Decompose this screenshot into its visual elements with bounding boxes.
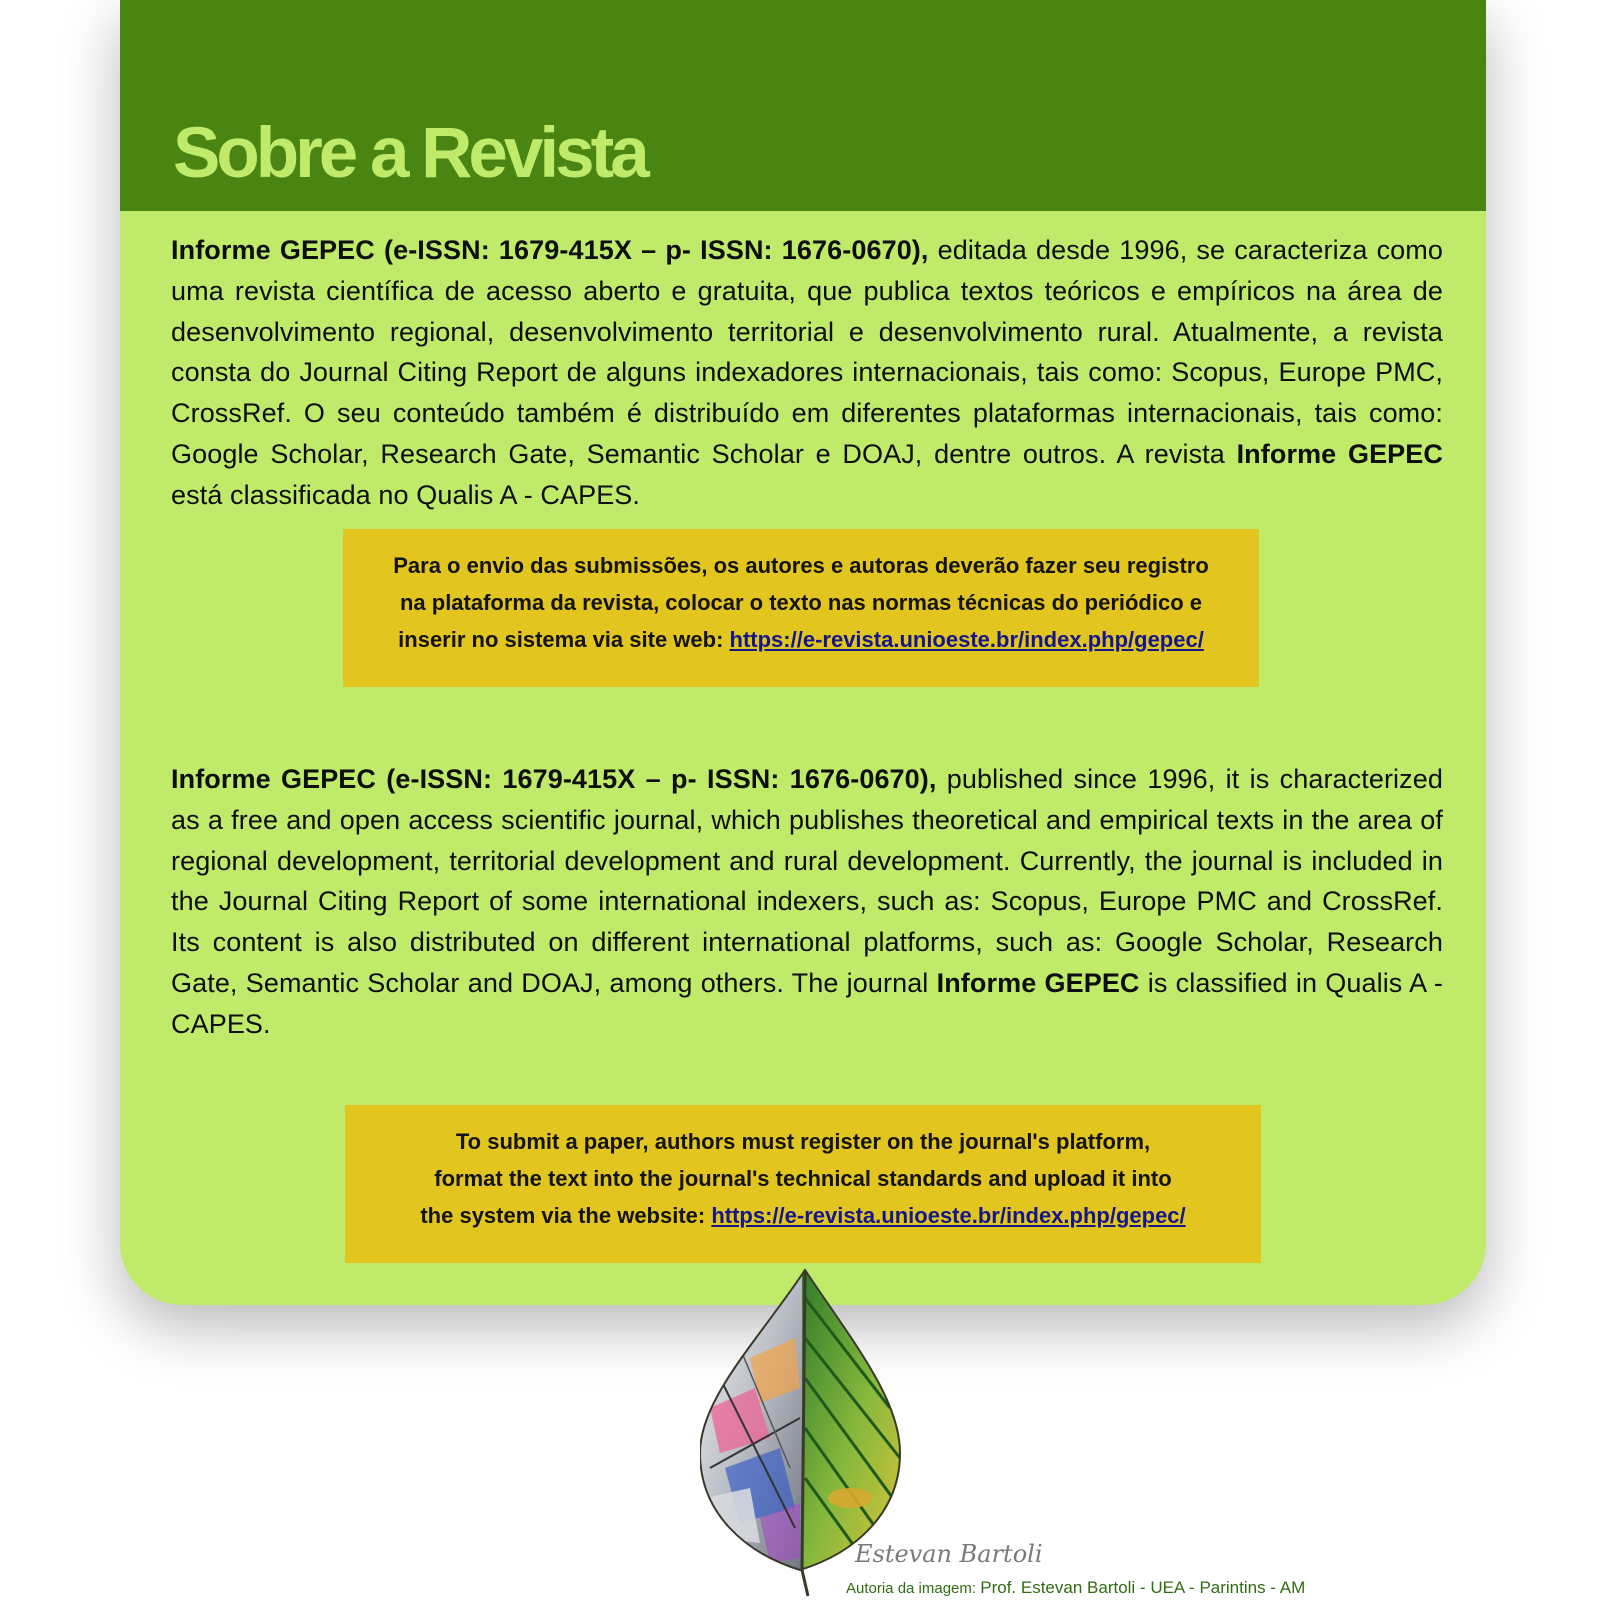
en-note-line-2: format the text into the journal's technical standards and upload it into: [434, 1166, 1172, 1191]
page-title: Sobre a Revista: [173, 114, 646, 193]
image-credit: [846, 1578, 1305, 1598]
pt-body-part-1: editada desde 1996, se caracteriza como uma revista científica de acesso aberto e gratuita, que publica textos teóricos e empíricos na área de desenvolvimento regional, desenvolvimento territorial e desenvolvimento rural. Atualmente, a revista consta do Journal Citing Report de alguns indexadores internacionais, tais como: Scopus, Europe PMC, CrossRef. O seu conteúdo também é distribuído em diferentes plataformas internacionais, tais como: Google Scholar, Research Gate, Semantic Scholar e DOAJ, dentre outros. A revista: [171, 235, 1443, 469]
en-note-line-1: To submit a paper, authors must register on the journal's platform,: [455, 1129, 1151, 1154]
en-body-part-1: published since 1996, it is characterized as a free and open access scientific journal, which publishes theoretical and empirical texts in the area of regional development, territorial development and rural development. Currently, the journal is included in the Journal Citing Report of some international indexers, such as: Scopus, Europe PMC and CrossRef. Its content is also distributed on different international platforms, such as: Google Scholar, Research Gate, Semantic Scholar and DOAJ, among others. The journal: [171, 764, 1443, 998]
pt-note-line-3: [343, 621, 1259, 658]
en-submission-link[interactable]: https://e-revista.unioeste.br/index.php/gepec/: [711, 1203, 1186, 1228]
pt-note-line-1: Para o envio das submissões, os autores e autoras deverão fazer seu registro: [393, 553, 1209, 578]
pt-note-line-3-prefix: inserir no sistema via site web:: [398, 627, 730, 652]
pt-body-part-2: está classificada no Qualis A - CAPES.: [171, 479, 641, 510]
credit-label: Autoria da imagem:: [846, 1580, 977, 1597]
artist-signature: Estevan Bartoli: [855, 1540, 1043, 1568]
pt-submission-link[interactable]: https://e-revista.unioeste.br/index.php/gepec/: [729, 627, 1204, 652]
credit-author: Prof. Estevan Bartoli - UEA - Parintins - AM: [980, 1578, 1306, 1597]
portuguese-description: [171, 230, 1443, 516]
en-note-line-3: [345, 1197, 1261, 1234]
en-submission-note: [345, 1105, 1261, 1263]
pt-note-line-2: na plataforma da revista, colocar o texto nas normas técnicas do periódico e: [399, 590, 1203, 615]
pt-submission-note: [343, 529, 1259, 687]
english-description: [171, 759, 1443, 1045]
pt-journal-issn: Informe GEPEC (e-ISSN: 1679-415X – p- ISSN: 1676-0670),: [171, 235, 929, 265]
en-body-part-2: is classified in Qualis A - CAPES.: [171, 967, 1444, 1039]
en-journal-name: Informe GEPEC: [936, 967, 1140, 998]
header-band: [120, 0, 1486, 211]
about-card: [120, 0, 1486, 1305]
en-note-line-3-prefix: the system via the website:: [420, 1203, 712, 1228]
en-journal-issn: Informe GEPEC (e-ISSN: 1679-415X – p- ISSN: 1676-0670),: [171, 764, 937, 794]
pt-journal-name: Informe GEPEC: [1236, 438, 1443, 469]
